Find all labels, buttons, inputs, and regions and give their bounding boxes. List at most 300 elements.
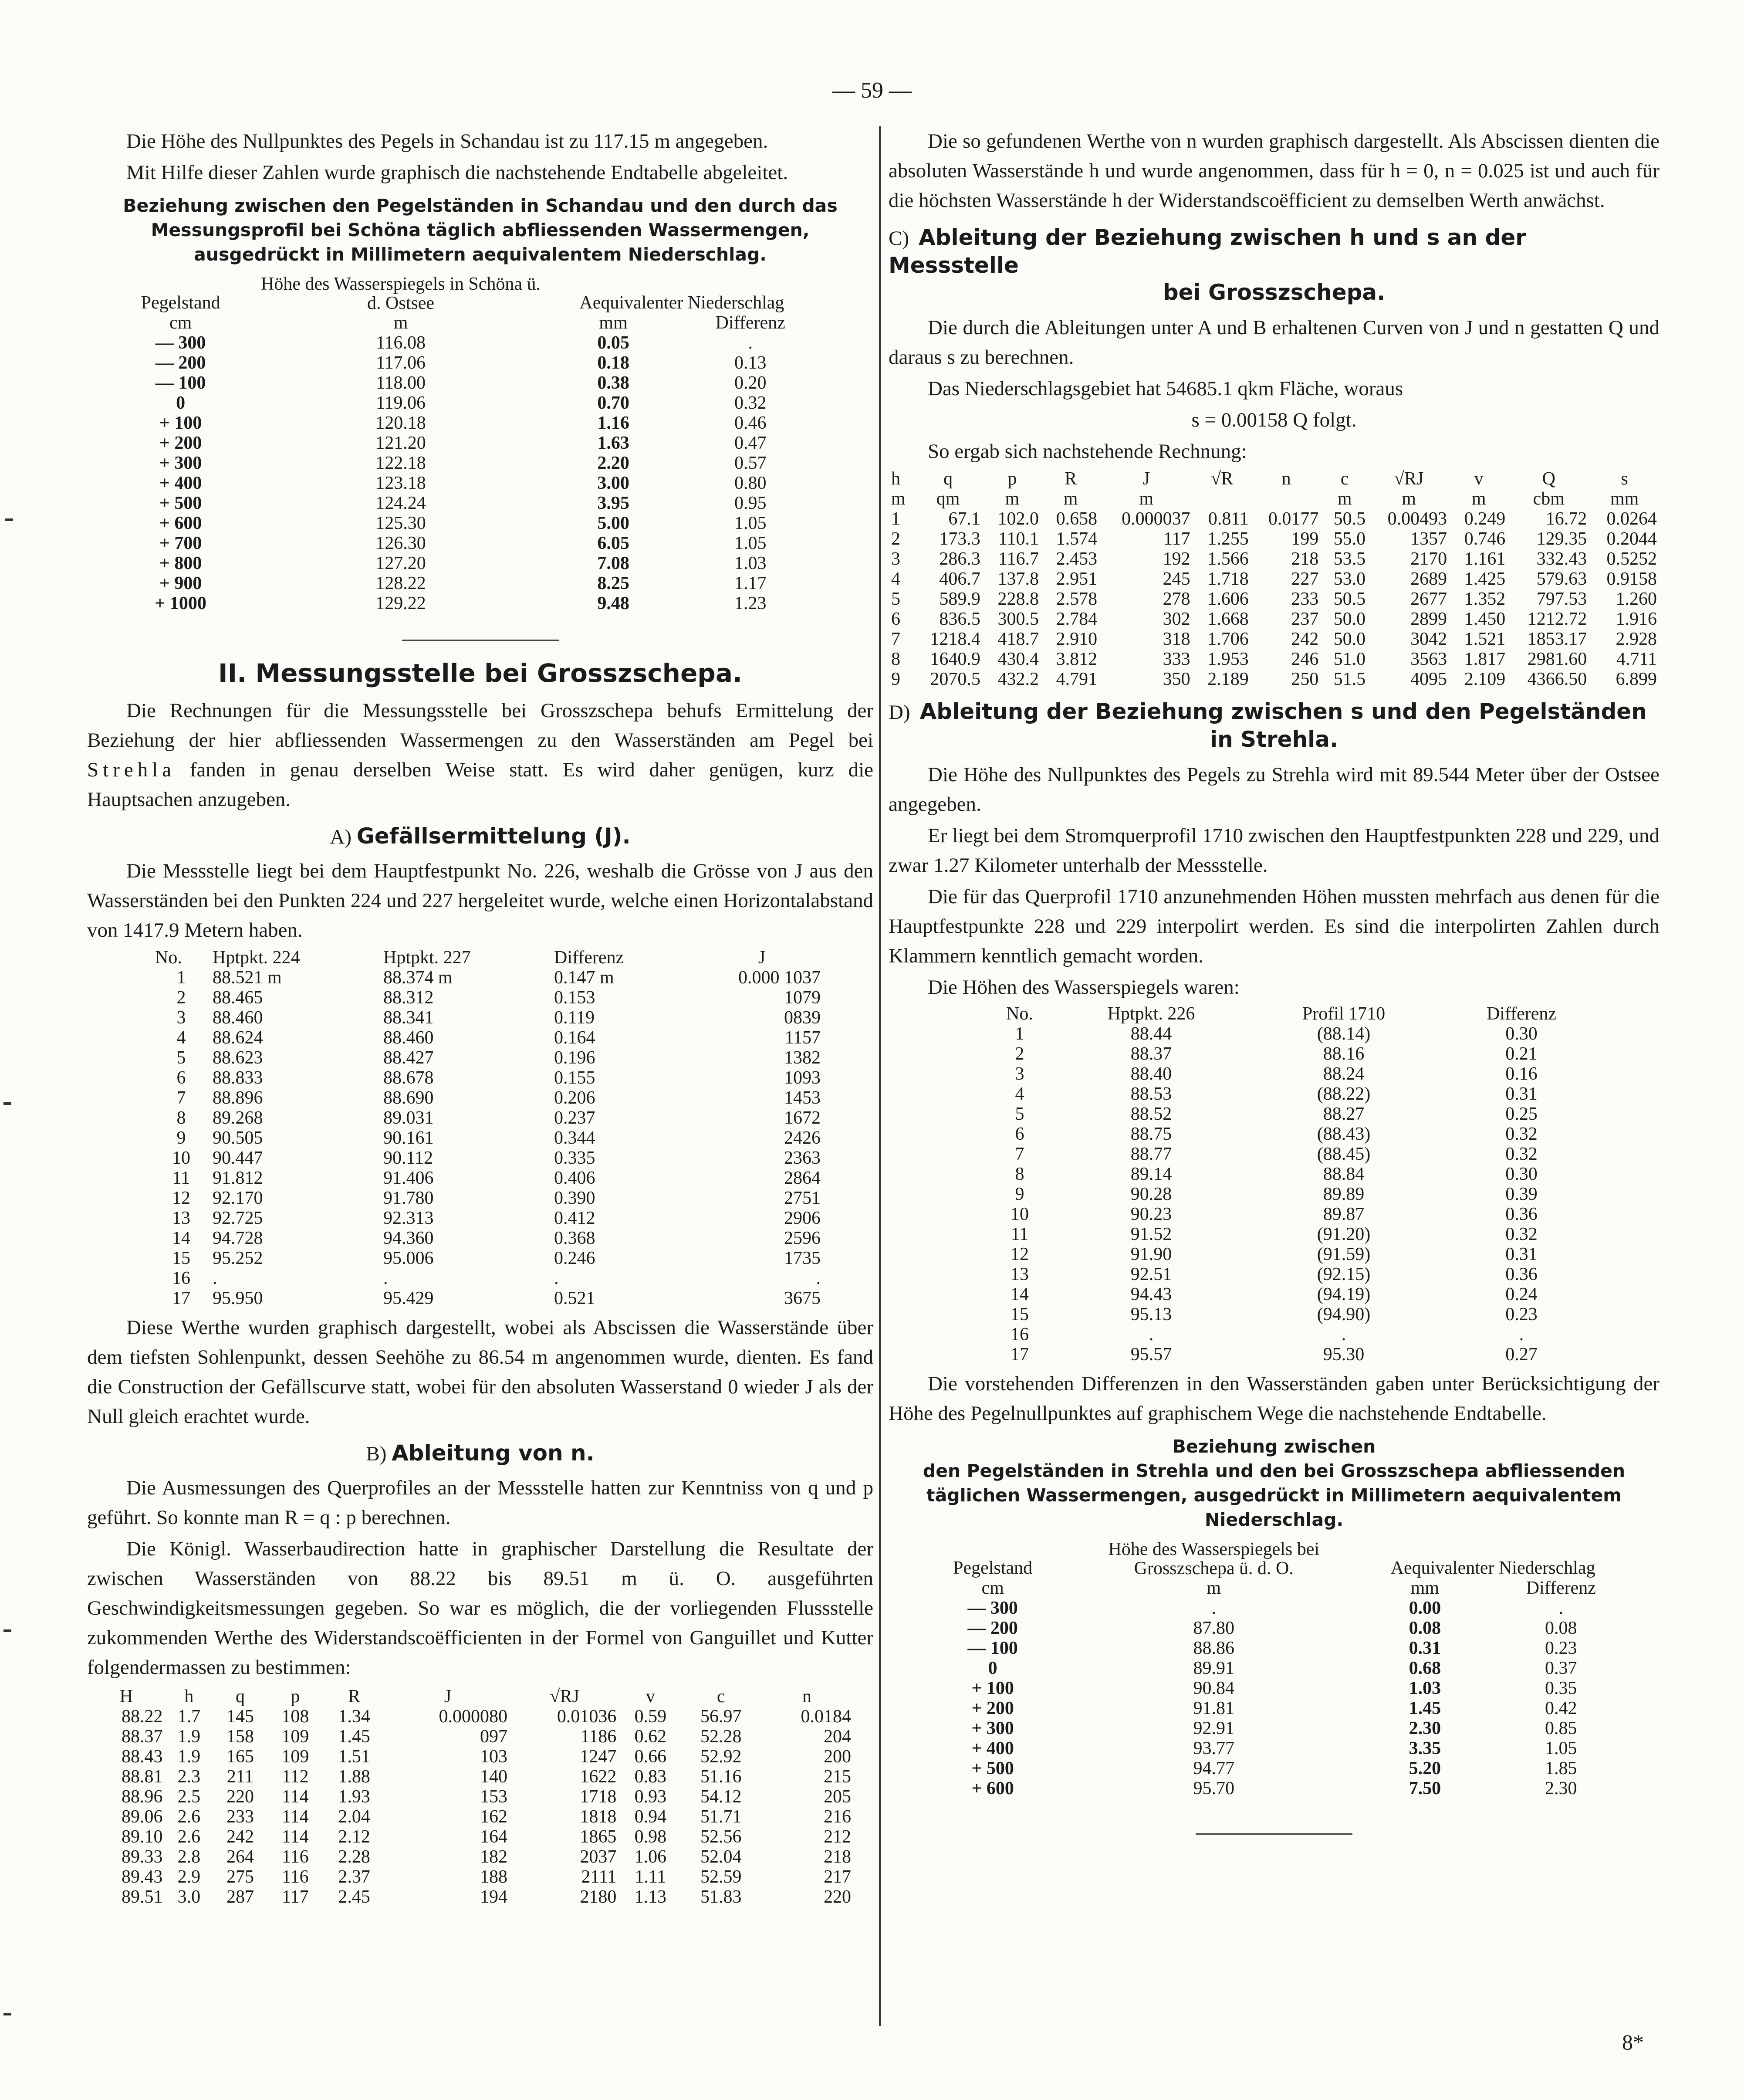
- table-cell: 50.5: [1333, 589, 1366, 609]
- pegel-table-schandau: [105, 274, 819, 613]
- table-cell: 90.84: [1193, 1678, 1235, 1698]
- table-cell: 6: [176, 1068, 186, 1088]
- table-cell: 3675: [784, 1288, 821, 1308]
- table-cell: 6: [1015, 1124, 1024, 1144]
- table-cell: 53.5: [1333, 549, 1366, 569]
- table-cell: 165: [226, 1747, 254, 1767]
- table-cell: 117: [1163, 529, 1190, 549]
- table-cell: 0.35: [1545, 1678, 1577, 1698]
- table-row: [915, 1738, 1629, 1758]
- table-cell: 1.03: [1409, 1678, 1441, 1698]
- table-cell: 2.8: [177, 1847, 201, 1867]
- table-cell: 95.950: [213, 1288, 263, 1308]
- table-row: [984, 1345, 1603, 1365]
- table-cell: 1: [1015, 1024, 1024, 1044]
- table-cell: + 200: [971, 1698, 1014, 1718]
- table-cell: 2037: [580, 1847, 617, 1867]
- table-cell: 0.368: [554, 1228, 595, 1248]
- column-header: R: [1065, 469, 1077, 489]
- paragraph: Die für das Querprofil 1710 anzunehmenden Höhen mussten mehrfach aus denen für die Hauptfestpunkte 228 und 229 interpolirt werden. Es sind die interpolirten Zahlen durch Klammern kenntlich gemacht worden.: [889, 885, 1660, 967]
- table-cell: 91.812: [213, 1168, 263, 1188]
- table-cell: 88.16: [1323, 1044, 1365, 1064]
- column-header: c: [717, 1687, 725, 1707]
- rechnung-table: [889, 469, 1660, 689]
- unit-label: m: [1005, 489, 1020, 509]
- table-cell: 1.9: [177, 1727, 201, 1747]
- table-cell: 0.155: [554, 1068, 595, 1088]
- table-cell: 56.97: [700, 1707, 742, 1727]
- table-cell: 1.16: [597, 413, 629, 433]
- table-row: [152, 968, 823, 988]
- table-cell: 92.313: [383, 1208, 434, 1228]
- table-cell: 1.17: [734, 573, 767, 593]
- table-cell: 92.51: [1130, 1264, 1172, 1284]
- table-row: [105, 493, 819, 513]
- table-row: [105, 413, 819, 433]
- wasserspiegel-table: [984, 1004, 1603, 1365]
- table-cell: 4: [891, 569, 900, 589]
- table-cell: 88.40: [1130, 1064, 1172, 1084]
- table-cell: 88.53: [1130, 1084, 1172, 1104]
- table-cell: 318: [1163, 629, 1190, 649]
- table-cell: 0.47: [734, 433, 767, 453]
- table-units-row: [889, 489, 1660, 509]
- table-cell: 0.412: [554, 1208, 595, 1228]
- table-cell: + 400: [971, 1738, 1014, 1758]
- table-cell: 90.161: [383, 1128, 434, 1148]
- table-cell: 88.77: [1130, 1144, 1172, 1164]
- table-cell: 92.725: [213, 1208, 263, 1228]
- table-row: [984, 1024, 1603, 1044]
- table-cell: 0.30: [1505, 1024, 1538, 1044]
- table-cell: 2.20: [597, 453, 629, 473]
- table-cell: 350: [1163, 669, 1190, 689]
- margin-mark: [3, 1629, 11, 1632]
- column-header: No.: [1006, 1004, 1033, 1024]
- table-cell: 119.06: [376, 393, 426, 413]
- table-cell: 51.83: [700, 1887, 742, 1907]
- table-cell: 204: [824, 1727, 851, 1747]
- pegel-table-strehla: [915, 1540, 1629, 1799]
- table-header-row: [889, 469, 1660, 489]
- table-cell: 205: [824, 1787, 851, 1807]
- table-cell: 116.7: [998, 549, 1039, 569]
- table-cell: 2.910: [1056, 629, 1098, 649]
- table-cell: 589.9: [939, 589, 980, 609]
- table-cell: 90.112: [383, 1148, 433, 1168]
- table-cell: 17: [1011, 1345, 1029, 1365]
- table-cell: 88.37: [1130, 1044, 1172, 1064]
- table-cell: 6.899: [1616, 669, 1657, 689]
- table-cell: 125.30: [375, 513, 426, 533]
- paragraph: [87, 696, 873, 814]
- table-row: [87, 1887, 854, 1907]
- table-cell: 88.690: [383, 1088, 434, 1108]
- table-row: [87, 1767, 854, 1787]
- table-cell: 1.260: [1616, 589, 1657, 609]
- table-cell: 153: [480, 1787, 507, 1807]
- subsection-heading: [889, 698, 1660, 753]
- subsection-heading: [87, 821, 873, 852]
- table-row: [105, 553, 819, 573]
- table-cell: 6.05: [597, 533, 629, 553]
- gefaelle-table: [152, 948, 823, 1308]
- table-cell: 0.83: [634, 1767, 667, 1787]
- table-cell: 220: [824, 1887, 851, 1907]
- table-cell: 89.51: [122, 1887, 163, 1907]
- column-header: s: [1621, 469, 1628, 489]
- table-cell: 94.43: [1130, 1284, 1172, 1304]
- paragraph: Die vorstehenden Differenzen in den Wasserständen gaben unter Berücksichtigung der Höhe des Pegelnullpunktes auf graphischem Wege die nachstehende Endtabelle.: [889, 1372, 1660, 1425]
- table-cell: 0.2044: [1606, 529, 1657, 549]
- table-cell: 0.57: [734, 453, 767, 473]
- table-cell: 1.916: [1616, 609, 1657, 629]
- table-cell: 0.23: [1505, 1304, 1538, 1324]
- table-row: [984, 1244, 1603, 1264]
- paragraph: Die Höhen des Wasserspiegels waren:: [928, 976, 1240, 999]
- table-cell: 216: [824, 1807, 851, 1827]
- table-cell: .: [383, 1268, 388, 1288]
- table-cell: 4: [1015, 1084, 1024, 1104]
- table-cell: 0.344: [554, 1128, 595, 1148]
- table-cell: + 600: [159, 513, 202, 533]
- table-row: [984, 1044, 1603, 1064]
- table-cell: 0.27: [1505, 1345, 1538, 1365]
- table-cell: 52.92: [700, 1747, 742, 1767]
- column-header: Hptpkt. 227: [383, 948, 471, 968]
- table-cell: 218: [1291, 549, 1319, 569]
- table-cell: 122.18: [375, 453, 426, 473]
- table-cell: 158: [226, 1727, 254, 1747]
- table-cell: 2.9: [177, 1867, 201, 1887]
- table-cell: 3: [176, 1008, 186, 1028]
- table-cell: 11: [172, 1168, 190, 1188]
- table-cell: 10: [1011, 1204, 1029, 1224]
- subsection-title: Gefällsermittelung (J).: [356, 823, 631, 849]
- table-cell: 3.812: [1056, 649, 1098, 669]
- table-cell: 0: [988, 1658, 997, 1678]
- table-cell: 0.164: [554, 1028, 595, 1048]
- table-row: [984, 1324, 1603, 1345]
- table-units-row: [105, 313, 819, 333]
- table-row: [105, 373, 819, 393]
- subsection-heading: [889, 224, 1660, 306]
- table-cell: 188: [480, 1867, 507, 1887]
- table-cell: 332.43: [1536, 549, 1587, 569]
- table-cell: 0.31: [1505, 1084, 1538, 1104]
- table-cell: + 500: [159, 493, 202, 513]
- table-cell: 0.206: [554, 1088, 595, 1108]
- table-row: [87, 1787, 854, 1807]
- paragraph: Die Ausmessungen des Querprofiles an der Messstelle hatten zur Kenntniss von q und p geführt. So konnte man R = q : p berechnen.: [87, 1477, 873, 1529]
- table-cell: 89.268: [213, 1108, 263, 1128]
- table-cell: 242: [226, 1827, 254, 1847]
- table-cell: 215: [824, 1767, 851, 1787]
- table-cell: 1818: [580, 1807, 617, 1827]
- column-header: Höhe des Wasserspiegels in Schöna ü. d. Ostsee: [261, 274, 541, 313]
- table-cell: + 300: [971, 1718, 1014, 1738]
- table-cell: 0.98: [634, 1827, 667, 1847]
- table-cell: — 200: [155, 353, 206, 373]
- table-cell: + 300: [159, 453, 202, 473]
- table-cell: 88.374 m: [383, 968, 453, 988]
- column-header: Pegelstand: [141, 293, 220, 313]
- table-cell: 129.22: [375, 593, 426, 613]
- table-cell: 123.18: [375, 473, 426, 493]
- table-cell: 1718: [580, 1787, 617, 1807]
- section-title: II. Messungsstelle bei Grosszschepa.: [218, 658, 742, 688]
- text-spaced: Strehla: [87, 759, 176, 781]
- table-row: [87, 1727, 854, 1747]
- table-row: [105, 433, 819, 453]
- table-row: [87, 1707, 854, 1727]
- table-cell: 2.784: [1056, 609, 1098, 629]
- subsection-label: C): [889, 227, 909, 250]
- table-row: [889, 649, 1660, 669]
- table-row: [984, 1084, 1603, 1104]
- table-cell: 88.37: [122, 1727, 163, 1747]
- table-cell: 2751: [784, 1188, 821, 1208]
- table-cell: + 500: [971, 1758, 1014, 1778]
- table-cell: 95.006: [383, 1248, 434, 1268]
- table-cell: 1157: [784, 1028, 821, 1048]
- table-cell: + 1000: [155, 593, 206, 613]
- table-cell: 228.8: [997, 589, 1039, 609]
- table-cell: 173.3: [939, 529, 980, 549]
- table-cell: 194: [480, 1887, 507, 1907]
- table-row: [889, 569, 1660, 589]
- text: Die Rechnungen für die Messungsstelle bei Grosszschepa behufs Ermittelung der Beziehung der hier abfliessenden Wassermengen zu den Wasserständen am Pegel bei: [87, 699, 873, 752]
- column-header: Differenz: [1486, 1004, 1557, 1024]
- table-cell: 127.20: [375, 553, 426, 573]
- table-cell: 211: [226, 1767, 254, 1787]
- table-cell: 0.30: [1505, 1164, 1538, 1184]
- table-cell: 0.0264: [1606, 509, 1657, 529]
- unit-label: m: [1471, 489, 1486, 509]
- table-row: [984, 1104, 1603, 1124]
- table-cell: — 200: [967, 1618, 1018, 1638]
- table-cell: 145: [226, 1707, 254, 1727]
- table-cell: + 100: [159, 413, 202, 433]
- column-header: h: [891, 469, 900, 489]
- table-cell: 4.791: [1056, 669, 1098, 689]
- table-cell: 7: [1015, 1144, 1024, 1164]
- table-cell: 0.390: [554, 1188, 595, 1208]
- table-cell: 51.0: [1333, 649, 1366, 669]
- table-cell: 94.77: [1193, 1758, 1235, 1778]
- table-cell: 1672: [784, 1108, 821, 1128]
- table-cell: 52.56: [700, 1827, 742, 1847]
- table-cell: 0.20: [734, 373, 767, 393]
- table-cell: 116.08: [376, 333, 426, 353]
- table-cell: 2111: [581, 1867, 617, 1887]
- table-cell: 0.95: [734, 493, 767, 513]
- table-cell: 2070.5: [930, 669, 980, 689]
- subsection-title-line2: in Strehla.: [1210, 727, 1338, 752]
- table-cell: 797.53: [1536, 589, 1587, 609]
- table-cell: 1.63: [597, 433, 629, 453]
- table-cell: 51.5: [1333, 669, 1366, 689]
- table-cell: 245: [1163, 569, 1190, 589]
- unit-label: m: [393, 313, 408, 333]
- column-header: n: [802, 1687, 811, 1707]
- table-row: [915, 1658, 1629, 1678]
- table-cell: 2180: [580, 1887, 617, 1907]
- table-cell: 1.03: [734, 553, 767, 573]
- column-header: Q: [1542, 469, 1555, 489]
- table-cell: 220: [226, 1787, 254, 1807]
- table-row: [152, 1048, 823, 1068]
- table-cell: 2.04: [338, 1807, 370, 1827]
- table-cell: 0.32: [734, 393, 767, 413]
- table-cell: 3.0: [177, 1887, 201, 1907]
- table-cell: 8: [1015, 1164, 1024, 1184]
- table-cell: 4.711: [1616, 649, 1657, 669]
- column-header: c: [1340, 469, 1349, 489]
- table-cell: 1: [891, 509, 900, 529]
- column-header: R: [348, 1687, 361, 1707]
- table-row: [152, 1028, 823, 1048]
- table-cell: 2426: [784, 1128, 821, 1148]
- table-cell: 1865: [580, 1827, 617, 1847]
- table-row: [889, 669, 1660, 689]
- table-cell: 1.34: [338, 1707, 370, 1727]
- column-header: v: [646, 1687, 655, 1707]
- table-cell: 2.5: [177, 1787, 201, 1807]
- table-cell: 0.5252: [1606, 549, 1657, 569]
- column-header: √R: [1211, 469, 1234, 489]
- subsection-label: B): [366, 1443, 387, 1465]
- column-header: J: [444, 1687, 452, 1707]
- column-header: p: [1007, 469, 1017, 489]
- page-number: — 59 —: [832, 78, 912, 103]
- table-cell: 200: [824, 1747, 851, 1767]
- table-cell: 0.39: [1505, 1184, 1538, 1204]
- table-cell: 1622: [580, 1767, 617, 1787]
- table-cell: 129.35: [1536, 529, 1587, 549]
- table-cell: 0.80: [734, 473, 767, 493]
- table-cell: 88.52: [1130, 1104, 1172, 1124]
- table-cell: 9: [1015, 1184, 1024, 1204]
- table-cell: 89.10: [122, 1827, 163, 1847]
- table-cell: + 400: [159, 473, 202, 493]
- table-cell: 1.161: [1464, 549, 1506, 569]
- table-row: [105, 573, 819, 593]
- table-cell: 0.36: [1505, 1264, 1538, 1284]
- table-cell: 418.7: [997, 629, 1039, 649]
- table-row: [152, 1108, 823, 1128]
- table-cell: 3: [1015, 1064, 1024, 1084]
- table-cell: .: [1149, 1324, 1154, 1345]
- table-row: [105, 453, 819, 473]
- table-cell: 0.08: [1409, 1618, 1441, 1638]
- paragraph: Die Königl. Wasserbaudirection hatte in graphischer Darstellung die Resultate der zwischen Wasserständen von 88.22 bis 89.51 m ü. O. ausgeführten Geschwindigkeitsmessungen gegeben. So war es möglich, die der vorliegenden Flussstelle zukommenden Werthe des Widerstandscoëfficienten in der Formel von Ganguillet und Kutter folgendermassen zu bestimmen:: [87, 1538, 873, 1679]
- table-cell: 88.84: [1323, 1164, 1365, 1184]
- table-cell: (94.19): [1317, 1284, 1371, 1304]
- table-header-row: [984, 1004, 1603, 1024]
- table-row: [915, 1618, 1629, 1638]
- table-cell: 0.196: [554, 1048, 595, 1068]
- table-row: [105, 533, 819, 553]
- table-cell: 95.429: [383, 1288, 434, 1308]
- table-cell: 94.728: [213, 1228, 263, 1248]
- ganguillet-kutter-table: [87, 1687, 854, 1907]
- table-cell: 88.427: [383, 1048, 434, 1068]
- table-cell: 0.658: [1056, 509, 1098, 529]
- table-cell: 92.91: [1193, 1718, 1235, 1738]
- table-cell: 0.746: [1464, 529, 1506, 549]
- column-header: J: [758, 948, 766, 968]
- table-cell: 88.465: [213, 988, 263, 1008]
- table-cell: 2.928: [1616, 629, 1657, 649]
- table-cell: 406.7: [939, 569, 980, 589]
- table-cell: 0.16: [1505, 1064, 1538, 1084]
- table-cell: 0.406: [554, 1168, 595, 1188]
- table-cell: 2.6: [177, 1807, 201, 1827]
- table-row: [87, 1847, 854, 1867]
- table-cell: 0.237: [554, 1108, 595, 1128]
- table-cell: 1.450: [1464, 609, 1506, 629]
- table-cell: 5: [1015, 1104, 1024, 1124]
- table-cell: 0.59: [634, 1707, 667, 1727]
- table-cell: 302: [1163, 609, 1190, 629]
- table-cell: 1.05: [734, 513, 767, 533]
- table-cell: 88.22: [122, 1707, 163, 1727]
- table-cell: 1.521: [1464, 629, 1506, 649]
- table-units-row: [915, 1578, 1629, 1598]
- table-row: [152, 1228, 823, 1248]
- table-cell: 91.406: [383, 1168, 434, 1188]
- subsection-title: Ableitung von n.: [392, 1440, 595, 1466]
- table-cell: 0.23: [1545, 1638, 1577, 1658]
- column-divider: [879, 126, 881, 2026]
- table-cell: 0.62: [634, 1727, 667, 1747]
- table-cell: — 100: [967, 1638, 1018, 1658]
- table-cell: 7.08: [597, 553, 629, 573]
- table-caption: [889, 1434, 1660, 1532]
- table-cell: (92.15): [1317, 1264, 1371, 1284]
- column-header: n: [1281, 469, 1291, 489]
- table-cell: + 800: [159, 553, 202, 573]
- table-cell: 0.521: [554, 1288, 595, 1308]
- table-row: [984, 1144, 1603, 1164]
- table-cell: 233: [1291, 589, 1319, 609]
- table-cell: 237: [1291, 609, 1319, 629]
- table-caption-line: den Pegelständen in Strehla und den bei Grosszschepa abfliessenden täglichen Wassermengen, ausgedrückt in Millimetern aequivalentem Niederschlag.: [923, 1460, 1626, 1530]
- table-cell: 1.425: [1464, 569, 1506, 589]
- column-header: √RJ: [550, 1687, 579, 1707]
- unit-label: Differenz: [715, 313, 785, 333]
- table-cell: 0.37: [1545, 1658, 1577, 1678]
- column-header: Differenz: [554, 948, 624, 968]
- table-cell: + 900: [159, 573, 202, 593]
- table-cell: .: [554, 1268, 559, 1288]
- table-row: [889, 589, 1660, 609]
- column-header: Aequivalenter Niederschlag: [579, 293, 784, 313]
- table-cell: 89.43: [122, 1867, 163, 1887]
- table-cell: 112: [282, 1767, 309, 1787]
- table-cell: 12: [172, 1188, 190, 1208]
- paragraph: Diese Werthe wurden graphisch dargestellt, wobei als Abscissen die Wasserstände über dem tiefsten Sohlenpunkt, dessen Seehöhe zu 86.54 m angenommen wurde, dienten. Es fand die Construction der Gefällscurve statt, wobei für den absoluten Wasserstand 0 wieder J als der Null gleich erachtet wurde.: [87, 1316, 873, 1428]
- table-cell: 233: [226, 1807, 254, 1827]
- column-header: p: [291, 1687, 300, 1707]
- table-cell: 88.521 m: [213, 968, 282, 988]
- column-header: q: [235, 1687, 245, 1707]
- table-cell: 88.896: [213, 1088, 263, 1108]
- table-row: [915, 1698, 1629, 1718]
- table-cell: 89.91: [1193, 1658, 1235, 1678]
- table-cell: 53.0: [1333, 569, 1366, 589]
